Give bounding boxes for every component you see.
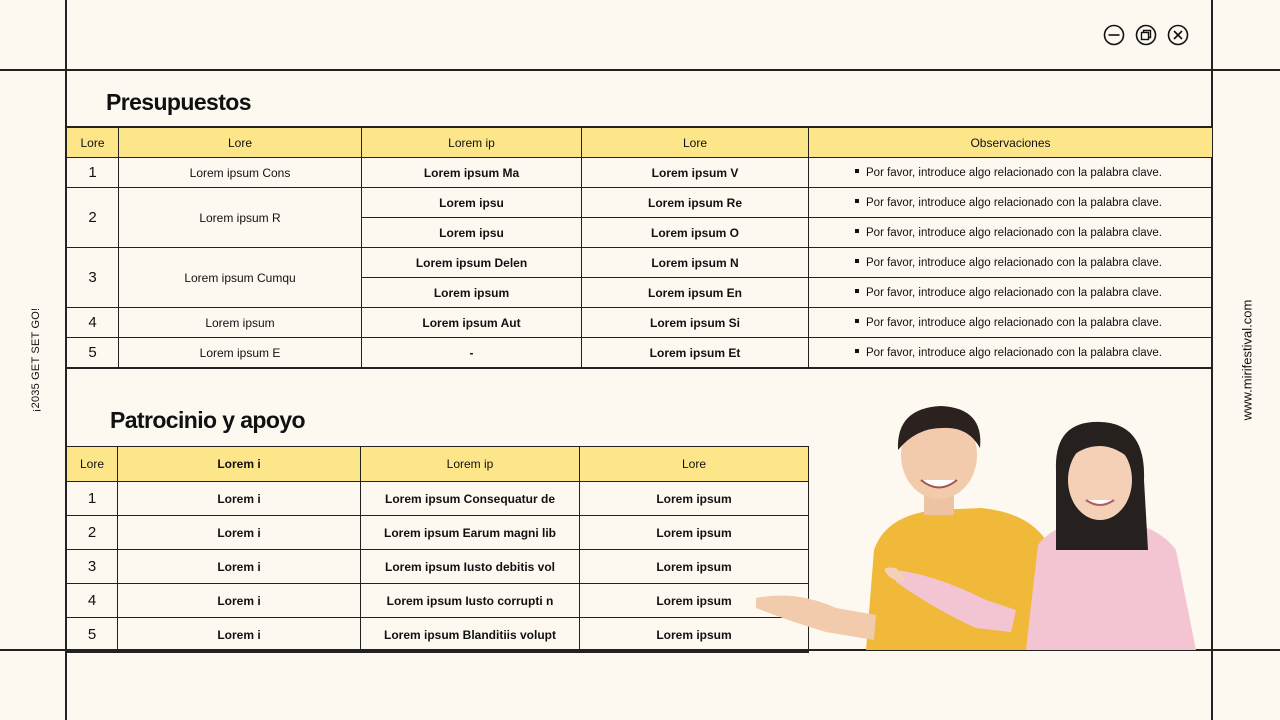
sponsor-amount: Lorem ipsum [580,584,809,618]
budget-header-cell: Lore [119,127,362,158]
budget-observation [809,338,1213,369]
budget-amount: Lorem ipsum O [582,218,809,248]
sponsor-row-number: 5 [67,618,118,653]
budget-amount: Lorem ipsum N [582,248,809,278]
sponsor-header-cell: Lorem ip [361,447,580,482]
sponsor-header-cell: Lore [580,447,809,482]
budget-amount: Lorem ipsum Et [582,338,809,369]
budget-item-name: Lorem ipsum Cons [119,158,362,188]
side-slogan: ¡2035 GET SET GO! [30,307,42,413]
budget-row [67,338,1213,369]
budget-row [67,248,1213,278]
sponsor-amount: Lorem ipsum [580,550,809,584]
frame-line-top [0,69,1280,71]
sponsor-row [67,482,809,516]
bullet-icon [855,169,859,173]
budget-item-name: Lorem ipsum E [119,338,362,369]
sponsor-detail: Lorem ipsum Iusto corrupti n [361,584,580,618]
observation-text: Por favor, introduce algo relacionado con la palabra clave. [866,196,1162,209]
sponsor-title: Patrocinio y apoyo [110,407,305,433]
budget-amount: Lorem ipsum Re [582,188,809,218]
budget-table [66,126,1213,369]
sponsor-amount: Lorem ipsum [580,516,809,550]
sponsor-row-number: 1 [67,482,118,516]
bullet-icon [855,349,859,353]
sponsor-row [67,618,809,653]
budget-row [67,308,1213,338]
window-controls [1103,24,1189,46]
budget-detail: Lorem ipsu [362,188,582,218]
budget-detail: - [362,338,582,369]
budget-detail: Lorem ipsum Aut [362,308,582,338]
budget-row-number: 5 [67,338,119,369]
budget-row-number: 3 [67,248,119,308]
sponsor-amount: Lorem ipsum [580,618,809,653]
budget-header-cell: Observaciones [809,127,1213,158]
budget-observation [809,158,1213,188]
budget-detail: Lorem ipsum Delen [362,248,582,278]
budget-observation [809,218,1213,248]
sponsor-name: Lorem i [118,618,361,653]
sponsor-row [67,584,809,618]
bullet-icon [855,229,859,233]
sponsor-row [67,516,809,550]
budget-observation [809,278,1213,308]
observation-text: Por favor, introduce algo relacionado con la palabra clave. [866,286,1162,299]
bullet-icon [855,259,859,263]
sponsor-row-number: 4 [67,584,118,618]
budget-row-number: 2 [67,188,119,248]
sponsor-name: Lorem i [118,550,361,584]
budget-observation [809,308,1213,338]
sponsor-name: Lorem i [118,516,361,550]
budget-amount: Lorem ipsum V [582,158,809,188]
close-icon[interactable] [1167,24,1189,46]
budget-item-name: Lorem ipsum Cumqu [119,248,362,308]
budget-observation [809,248,1213,278]
bullet-icon [855,289,859,293]
observation-text: Por favor, introduce algo relacionado con la palabra clave. [866,256,1162,269]
restore-icon[interactable] [1135,24,1157,46]
budget-amount: Lorem ipsum En [582,278,809,308]
observation-text: Por favor, introduce algo relacionado con la palabra clave. [866,346,1162,359]
sponsor-detail: Lorem ipsum Blanditiis volupt [361,618,580,653]
sponsor-row [67,550,809,584]
side-website: www.mirifestival.com [1239,299,1255,421]
budget-item-name: Lorem ipsum R [119,188,362,248]
budget-header-cell: Lore [67,127,119,158]
budget-detail: Lorem ipsum [362,278,582,308]
bullet-icon [855,199,859,203]
sponsor-row-number: 2 [67,516,118,550]
budget-row-number: 4 [67,308,119,338]
budget-detail: Lorem ipsu [362,218,582,248]
sponsor-row-number: 3 [67,550,118,584]
budget-amount: Lorem ipsum Si [582,308,809,338]
minimize-icon[interactable] [1103,24,1125,46]
bullet-icon [855,319,859,323]
budget-detail: Lorem ipsum Ma [362,158,582,188]
budget-row-number: 1 [67,158,119,188]
sponsor-table [66,446,809,653]
sponsor-header-row [67,447,809,482]
budget-title: Presupuestos [106,89,251,115]
people-photo [756,400,1212,650]
observation-text: Por favor, introduce algo relacionado con la palabra clave. [866,316,1162,329]
sponsor-name: Lorem i [118,584,361,618]
budget-row [67,188,1213,218]
observation-text: Por favor, introduce algo relacionado con la palabra clave. [866,226,1162,239]
budget-header-cell: Lorem ip [362,127,582,158]
sponsor-name: Lorem i [118,482,361,516]
budget-item-name: Lorem ipsum [119,308,362,338]
sponsor-detail: Lorem ipsum Consequatur de [361,482,580,516]
sponsor-amount: Lorem ipsum [580,482,809,516]
budget-header-cell: Lore [582,127,809,158]
budget-observation [809,188,1213,218]
sponsor-header-cell: Lore [67,447,118,482]
sponsor-detail: Lorem ipsum Earum magni lib [361,516,580,550]
budget-header-row [67,127,1213,158]
observation-text: Por favor, introduce algo relacionado con la palabra clave. [866,166,1162,179]
sponsor-detail: Lorem ipsum Iusto debitis vol [361,550,580,584]
budget-row [67,158,1213,188]
sponsor-header-cell: Lorem i [118,447,361,482]
